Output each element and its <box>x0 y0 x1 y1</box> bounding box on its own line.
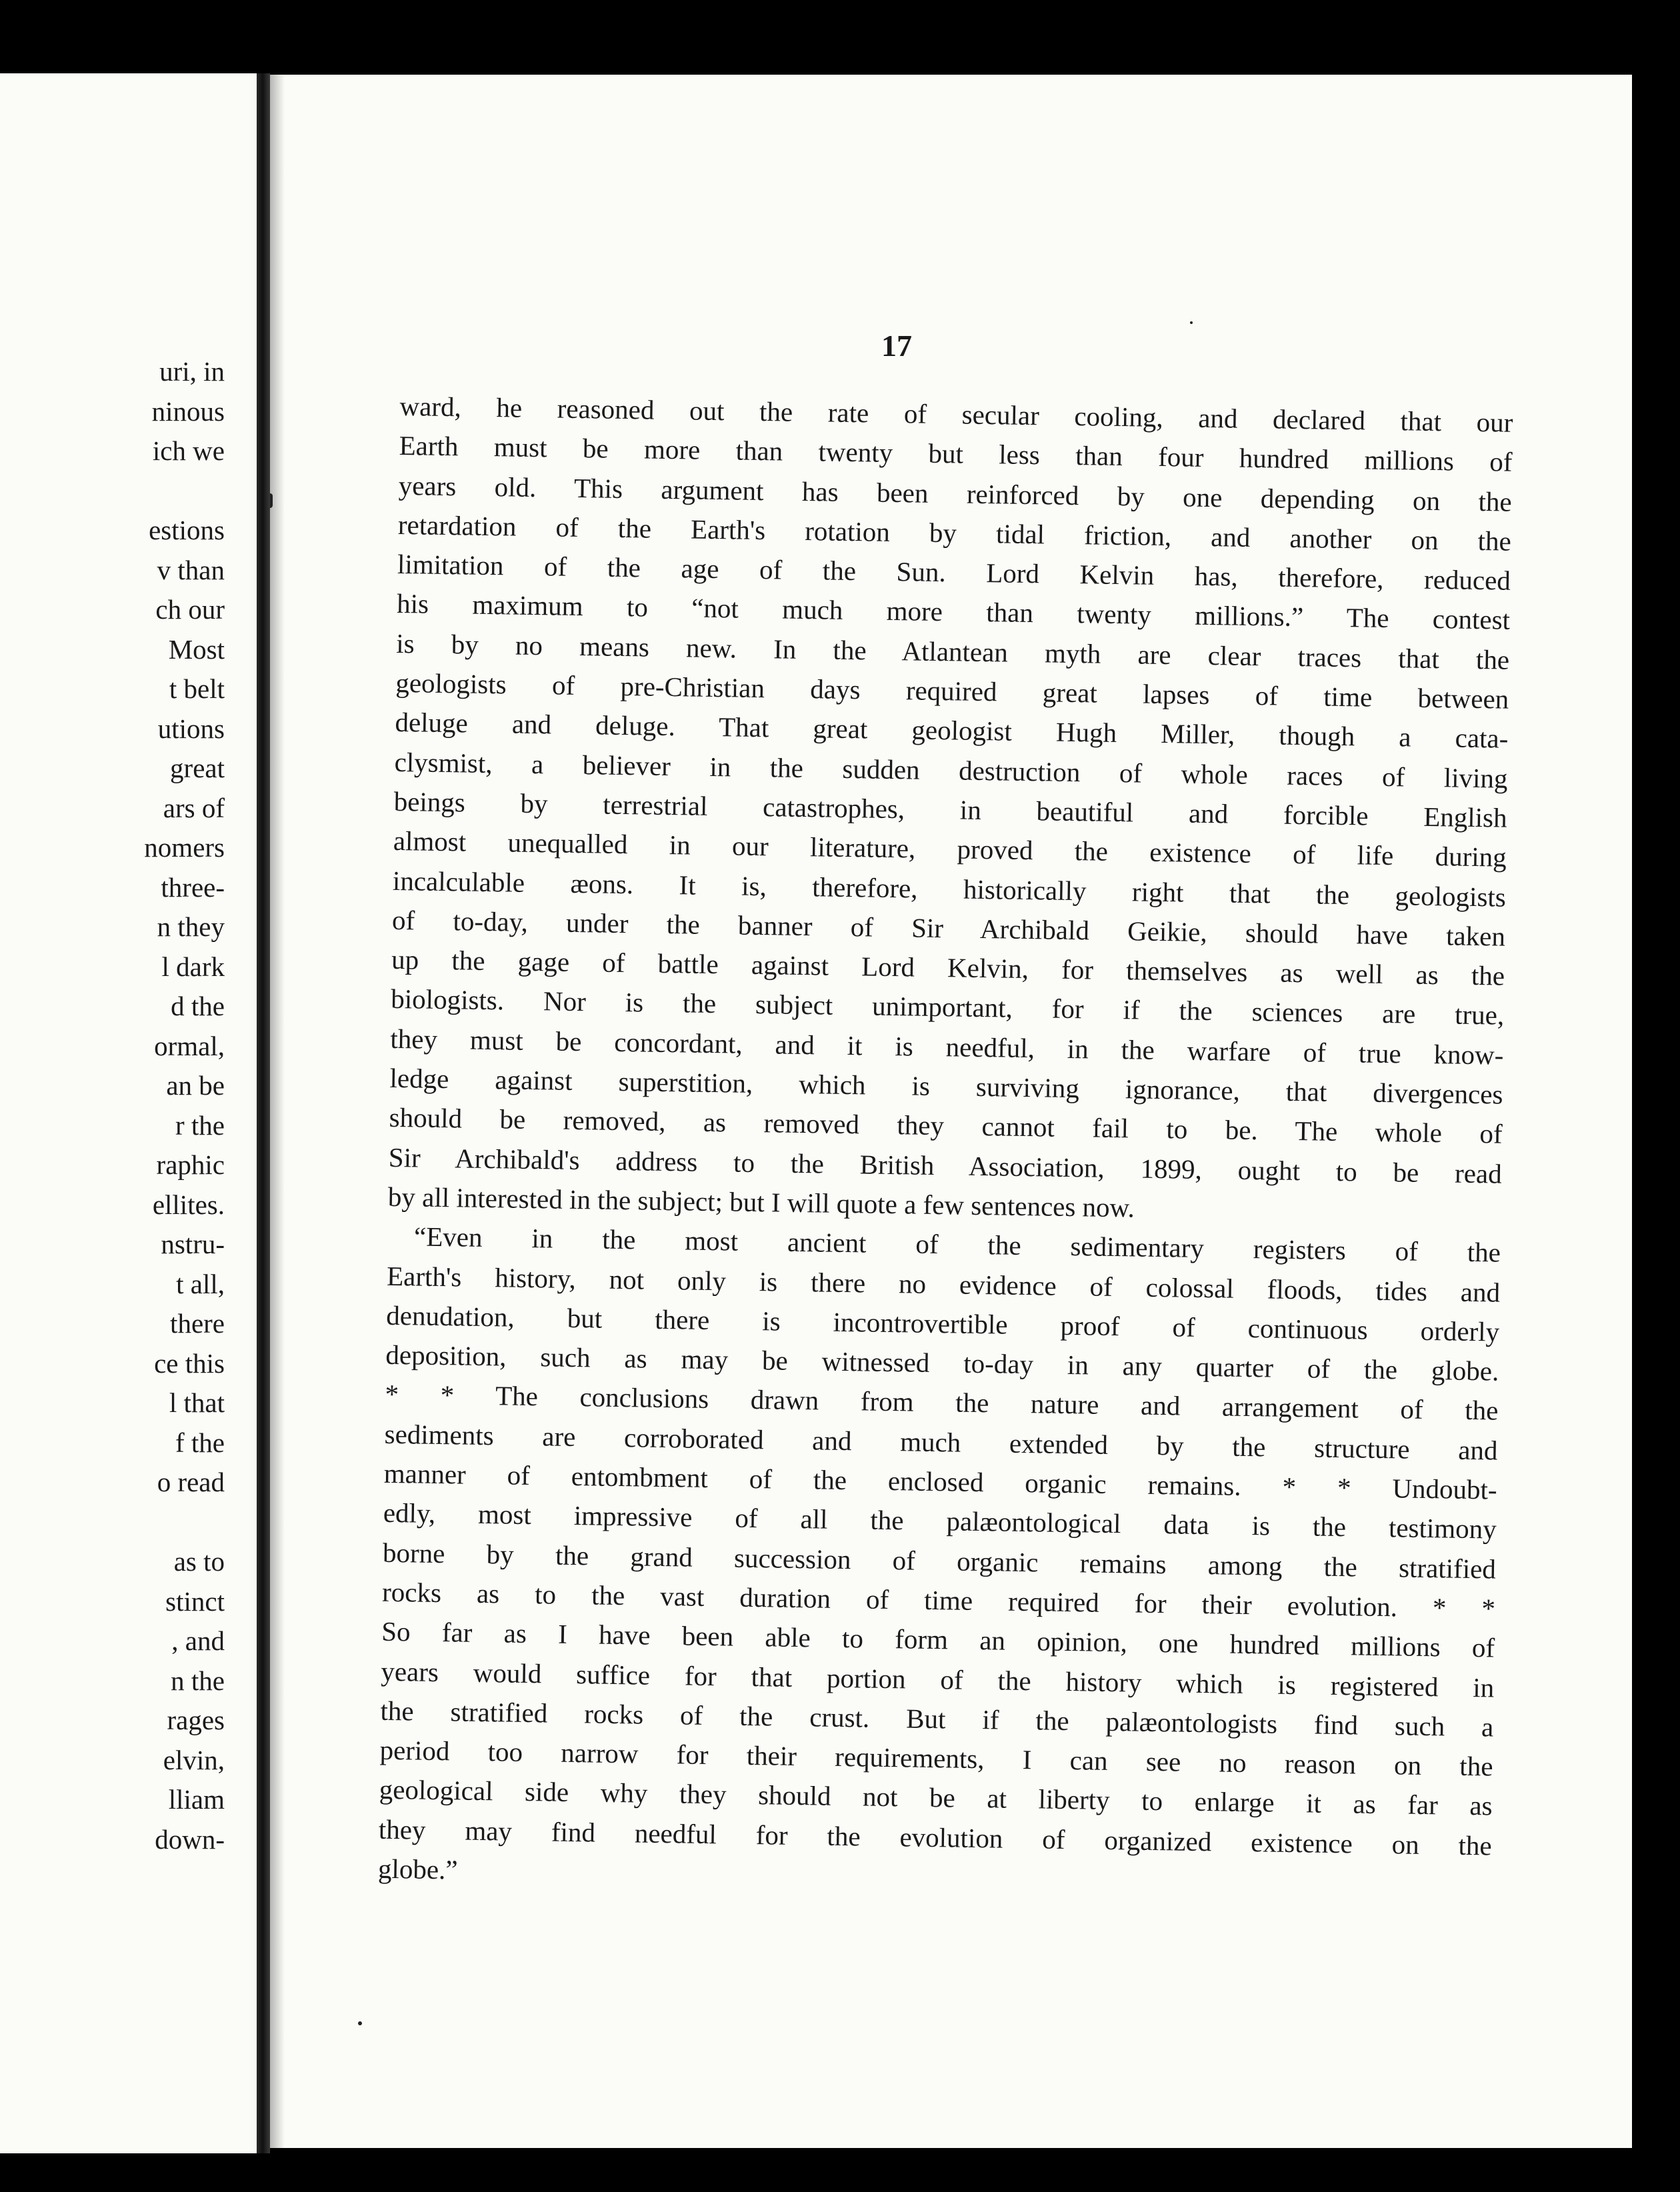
text-line: his maximum to “not much more than twenty millions.” The contest <box>396 588 1511 636</box>
text-line: they may find needful for the evolution of organized existence on the <box>378 1813 1493 1861</box>
text-line: Earth's history, not only is there no evidence of colossal floods, tides and <box>386 1260 1501 1308</box>
left-page-line: l dark <box>161 951 225 982</box>
left-page-line: ce this <box>154 1347 225 1379</box>
text-line: years would suffice for that portion of the history which is registered in <box>381 1655 1495 1703</box>
left-page-line: elvin, <box>163 1744 225 1775</box>
left-page-line: l that <box>169 1387 225 1418</box>
text-line: borne by the grand succession of organic remains among the stratified <box>382 1537 1497 1585</box>
left-page-line: down- <box>155 1823 225 1855</box>
right-page <box>270 75 1632 2148</box>
left-page-line: lliam <box>168 1784 225 1815</box>
text-line: ledge against superstition, which is surviving ignorance, that divergences <box>389 1062 1503 1110</box>
left-page-line: ars of <box>163 792 225 823</box>
left-page-line <box>144 1503 225 1543</box>
text-line: edly, most impressive of all the palæontological data is the testimony <box>383 1497 1497 1545</box>
left-page-line: estions <box>149 515 225 545</box>
text-line: rocks as to the vast duration of time required for their evolution. * * <box>381 1576 1496 1624</box>
text-line: denudation, but there is incontrovertible proof of continuous orderly <box>385 1299 1500 1347</box>
speck-mark <box>270 493 273 508</box>
text-line: retardation of the Earth's rotation by tidal friction, and another on the <box>397 509 1512 557</box>
left-page-line: nomers <box>144 832 225 863</box>
left-page-line: o read <box>157 1467 225 1497</box>
book-gutter <box>257 73 270 2153</box>
text-line: period too narrow for their requirements, I can see no reason on the <box>379 1734 1493 1782</box>
text-line: biologists. Nor is the subject unimportant, for if the sciences are true, <box>391 983 1505 1031</box>
text-line: by all interested in the subject; but I will quote a few sentences now. <box>387 1181 1135 1223</box>
left-page-line: t belt <box>169 673 225 704</box>
left-page-line: ninous <box>151 395 225 427</box>
text-line: So far as I have been able to form an opinion, one hundred millions of <box>381 1616 1495 1663</box>
left-page-line: there <box>170 1308 225 1339</box>
text-line: of to-day, under the banner of Sir Archibald Geikie, should have taken <box>391 904 1506 952</box>
left-page-text <box>144 352 225 1859</box>
text-line: is by no means new. In the Atlantean myth are clear traces that the <box>395 627 1510 675</box>
text-line: they must be concordant, and it is needful, in the warfare of true know- <box>390 1023 1504 1071</box>
left-page-line: nstru- <box>161 1229 225 1259</box>
text-line: clysmist, a believer in the sudden destruction of whole races of living <box>394 746 1508 794</box>
text-line: geological side why they should not be at liberty to enlarge it as far as <box>379 1774 1493 1821</box>
text-line: should be removed, as removed they cannot fail to be. The whole of <box>389 1102 1503 1149</box>
left-page-line: as to <box>173 1546 225 1577</box>
text-line: sediments are corroborated and much extended by the structure and <box>384 1418 1498 1466</box>
text-line: “Even in the most ancient of the sedimentary registers of the <box>413 1221 1501 1268</box>
left-page-line: ellites. <box>152 1189 225 1220</box>
left-page-line: , and <box>171 1625 225 1656</box>
left-page-line: stinct <box>165 1585 225 1617</box>
left-page-line: three- <box>161 871 225 903</box>
left-page-line: t all, <box>176 1268 225 1299</box>
left-page-line: ormal, <box>154 1030 225 1061</box>
text-line: deposition, such as may be witnessed to-day in any quarter of the globe. <box>385 1339 1499 1387</box>
left-page-line: uri, in <box>159 356 225 387</box>
speck-mark <box>358 2021 362 2025</box>
left-page-line: raphic <box>156 1149 225 1180</box>
left-page-line: great <box>170 753 225 783</box>
text-line: globe.” <box>377 1853 458 1885</box>
left-page-line: n the <box>171 1665 225 1696</box>
text-line: Sir Archibald's address to the British Association, 1899, ought to be read <box>388 1141 1503 1189</box>
left-page-line: utions <box>157 713 225 744</box>
page-number: 17 <box>881 329 912 363</box>
left-page-line: d the <box>171 991 225 1021</box>
left-page-line: an be <box>166 1070 225 1101</box>
left-page-line: f the <box>175 1427 225 1458</box>
left-page-line: v than <box>157 554 225 585</box>
left-page-line: ich we <box>152 435 225 466</box>
text-line: limitation of the age of the Sun. Lord Kelvin has, therefore, reduced <box>397 549 1511 596</box>
text-line: years old. This argument has been reinforced by one depending on the <box>398 469 1512 517</box>
left-page-line: rages <box>167 1705 225 1735</box>
text-line: * * The conclusions drawn from the nature and arrangement of the <box>385 1379 1499 1427</box>
left-page-line: Most <box>168 633 225 665</box>
text-line: beings by terrestrial catastrophes, in beautiful and forcible English <box>393 785 1507 833</box>
text-line: manner of entombment of the enclosed organic remains. * * Undoubt- <box>383 1457 1497 1505</box>
text-line: Earth must be more than twenty but less than four hundred millions of <box>399 430 1513 478</box>
text-line: deluge and deluge. That great geologist Hugh Miller, though a cata- <box>395 707 1509 755</box>
text-line: almost unequalled in our literature, proved the existence of life during <box>393 825 1507 873</box>
left-page-line: ch our <box>155 594 225 625</box>
text-line: up the gage of battle against Lord Kelvin, for themselves as well as the <box>391 944 1505 991</box>
gutter-shadow <box>270 75 285 2148</box>
text-line: ward, he reasoned out the rate of secular cooling, and declared that our <box>399 390 1513 438</box>
left-page-line: r the <box>175 1109 225 1141</box>
speck-mark <box>1190 321 1193 324</box>
left-page-line <box>144 471 225 511</box>
text-line: incalculable æons. It is, therefore, historically right that the geologists <box>392 865 1507 913</box>
body-text <box>378 387 1513 1905</box>
text-line: geologists of pre-Christian days required great lapses of time between <box>395 667 1509 715</box>
text-line: the stratified rocks of the crust. But if the palæontologists find such a <box>380 1695 1494 1743</box>
left-facing-page <box>0 73 257 2153</box>
left-page-line: n they <box>157 911 225 942</box>
